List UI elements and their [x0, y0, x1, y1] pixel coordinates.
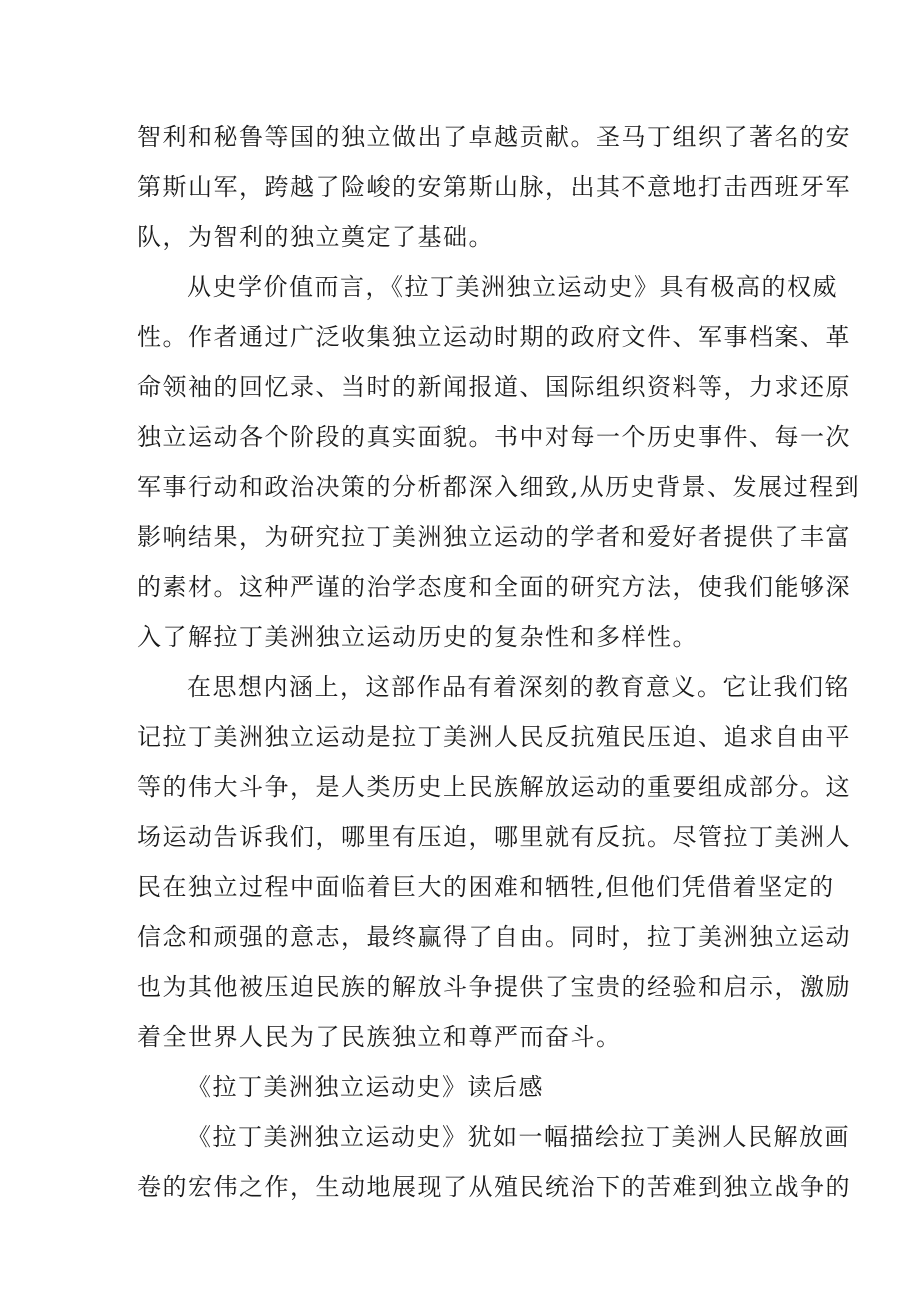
text-line: 命领袖的回忆录、当时的新闻报道、国际组织资料等，力求还原 — [137, 373, 851, 401]
text-line: 信念和顽强的意志，最终赢得了自由。同时，拉丁美洲独立运动 — [137, 923, 851, 951]
text-line: 等的伟大斗争，是人类历史上民族解放运动的重要组成部分。这 — [137, 773, 851, 801]
text-line: 的素材。这种严谨的治学态度和全面的研究方法，使我们能够深 — [137, 573, 851, 601]
text-line: 独立运动各个阶段的真实面貌。书中对每一个历史事件、每一次 — [137, 423, 851, 451]
document-body — [137, 112, 861, 1212]
text-line: 着全世界人民为了民族独立和尊严而奋斗。 — [137, 1023, 622, 1051]
text-line: 记拉丁美洲独立运动是拉丁美洲人民反抗殖民压迫、追求自由平 — [137, 723, 851, 751]
text-line: 影响结果，为研究拉丁美洲独立运动的学者和爱好者提供了丰富 — [137, 523, 851, 551]
text-line: 从史学价值而言，《拉丁美洲独立运动史》具有极高的权威 — [187, 273, 838, 301]
text-line: 智利和秘鲁等国的独立做出了卓越贡献。圣马丁组织了著名的安 — [137, 123, 851, 151]
text-line: 入了解拉丁美洲独立运动历史的复杂性和多样性。 — [137, 623, 698, 651]
text-line: 性。作者通过广泛收集独立运动时期的政府文件、军事档案、革 — [137, 323, 851, 351]
text-line: 卷的宏伟之作，生动地展现了从殖民统治下的苦难到独立战争的 — [137, 1173, 851, 1201]
text-line: 也为其他被压迫民族的解放斗争提供了宝贵的经验和启示，激励 — [137, 973, 851, 1001]
text-line: 第斯山军，跨越了险峻的安第斯山脉，出其不意地打击西班牙军 — [137, 173, 851, 201]
paragraph-2 — [137, 262, 861, 662]
text-line: 场运动告诉我们，哪里有压迫，哪里就有反抗。尽管拉丁美洲人 — [137, 823, 851, 851]
text-line: 民在独立过程中面临着巨大的困难和牺牲,但他们凭借着坚定的 — [137, 873, 835, 901]
paragraph-3 — [137, 662, 851, 1062]
paragraph-4 — [137, 1112, 851, 1212]
text-line: 《拉丁美洲独立运动史》犹如一幅描绘拉丁美洲人民解放画 — [187, 1123, 850, 1151]
text-line: 军事行动和政治决策的分析都深入细致,从历史背景、发展过程到 — [137, 473, 861, 501]
paragraph-1 — [137, 112, 851, 262]
text-line: 在思想内涵上，这部作品有着深刻的教育意义。它让我们铭 — [187, 673, 850, 701]
section-title: 《拉丁美洲独立运动史》读后感 — [187, 1073, 544, 1101]
text-line: 队，为智利的独立奠定了基础。 — [137, 223, 494, 251]
